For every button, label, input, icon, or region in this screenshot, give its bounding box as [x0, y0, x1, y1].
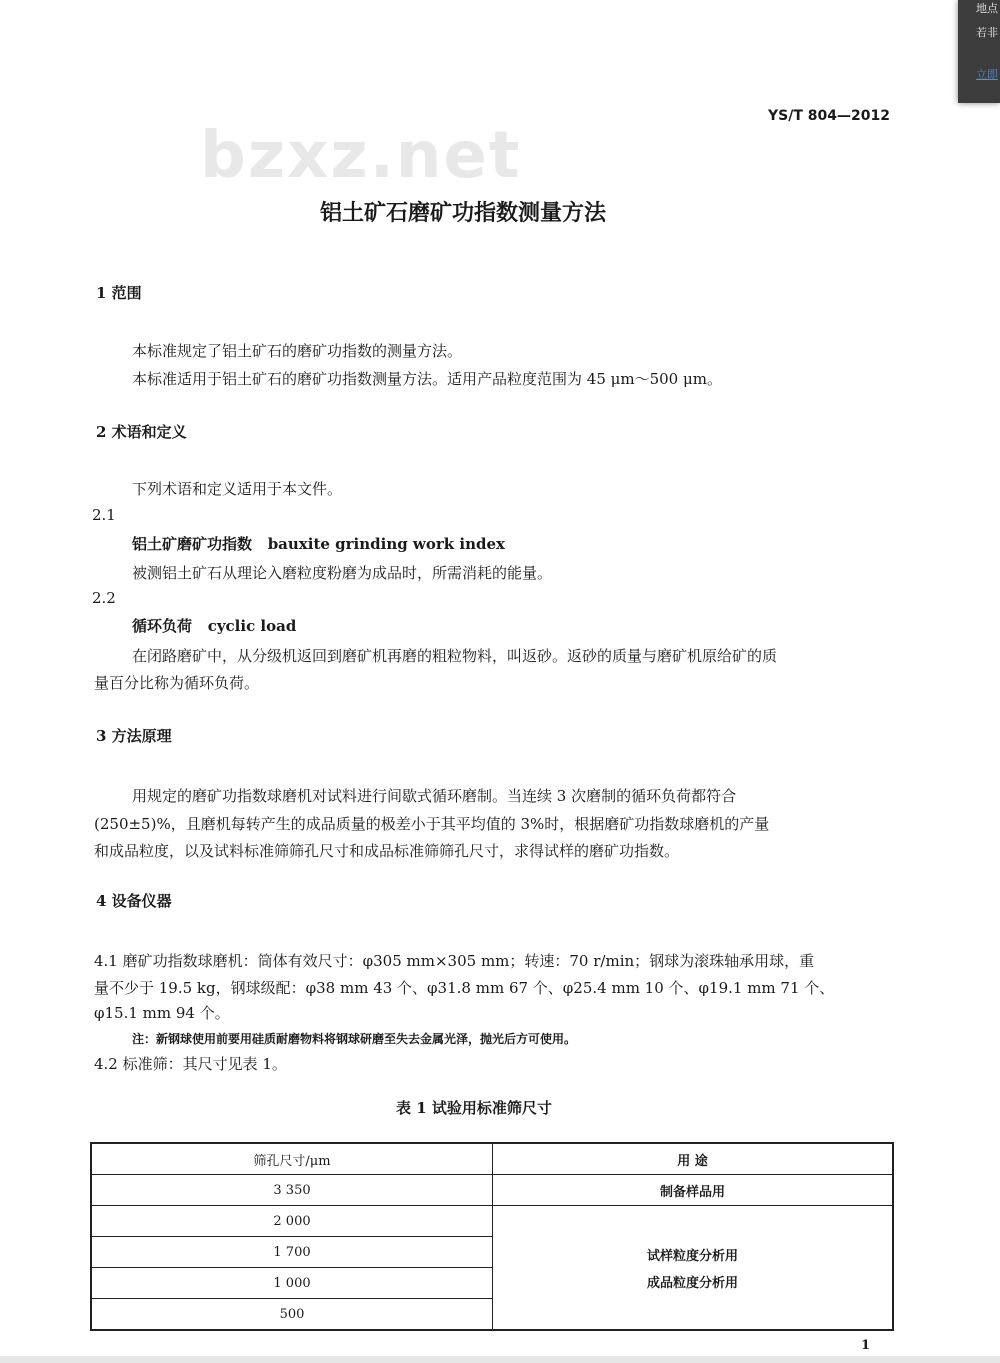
- note: 注：新钢球使用前要用硅质耐磨物料将钢球研磨至失去金属光泽，抛光后方可使用。: [132, 1032, 577, 1046]
- definition: 被测铝土矿石从理论入磨粒度粉磨为成品时，所需消耗的能量。: [132, 564, 553, 582]
- table-caption: 表 1 试验用标准筛尺寸: [396, 1099, 552, 1117]
- paragraph: 4.1 磨矿功指数球磨机：筒体有效尺寸：φ305 mm×305 mm；转速：70 r/min；钢球为滚珠轴承用球，重: [94, 952, 815, 970]
- paragraph: φ15.1 mm 94 个。: [94, 1004, 230, 1022]
- paragraph: 下列术语和定义适用于本文件。: [132, 480, 343, 498]
- paragraph: 本标准规定了铝土矿石的磨矿功指数的测量方法。: [132, 342, 463, 360]
- term-zh: 循环负荷: [132, 617, 193, 635]
- section-heading: 4 设备仪器: [96, 892, 172, 910]
- page-title: 铝土矿石磨矿功指数测量方法: [320, 200, 607, 226]
- term-number: 2.2: [92, 589, 116, 607]
- table-cell: 1 700: [91, 1237, 493, 1268]
- paragraph: 量不少于 19.5 kg，钢球级配：φ38 mm 43 个、φ31.8 mm 67 个、φ25.4 mm 10 个、φ19.1 mm 71 个、: [94, 979, 835, 997]
- section-heading: 3 方法原理: [96, 727, 172, 745]
- term-en: bauxite grinding work index: [267, 535, 505, 553]
- watermark: bzxz.net: [200, 119, 522, 193]
- sieve-table: [90, 1142, 894, 1331]
- use-line: 试样粒度分析用: [646, 1248, 738, 1264]
- paragraph: 用规定的磨矿功指数球磨机对试料进行间歇式循环磨制。当连续 3 次磨制的循环负荷都符合: [132, 787, 737, 805]
- term-number: 2.1: [92, 506, 116, 524]
- definition: 在闭路磨矿中，从分级机返回到磨矿机再磨的粗粒物料，叫返砂。返砂的质量与磨矿机原给矿的质: [132, 647, 778, 665]
- page-number: 1: [861, 1338, 871, 1353]
- section-heading: 1 范围: [96, 284, 142, 302]
- definition: 量百分比称为循环负荷。: [94, 674, 260, 692]
- paragraph: (250±5)%，且磨机每转产生的成品质量的极差小于其平均值的 3%时，根据磨矿功指数球磨机的产量: [94, 815, 770, 833]
- term-zh: 铝土矿磨矿功指数: [132, 535, 253, 553]
- notification-popup: [958, 0, 1000, 103]
- term: [132, 535, 505, 553]
- paragraph: 本标准适用于铝土矿石的磨矿功指数测量方法。适用产品粒度范围为 45 μm～500 μm。: [132, 370, 722, 388]
- use-line: 成品粒度分析用: [646, 1275, 738, 1291]
- table-header: 筛孔尺寸/μm: [91, 1143, 493, 1175]
- section-heading: 2 术语和定义: [96, 423, 187, 441]
- term-en: cyclic load: [207, 617, 297, 635]
- table-cell: [493, 1206, 894, 1331]
- standard-code: YS/T 804—2012: [768, 108, 890, 124]
- table-cell: 2 000: [91, 1206, 493, 1237]
- term: [132, 617, 296, 635]
- bottom-strip: [0, 1356, 1000, 1363]
- popup-text: 若非: [976, 26, 998, 39]
- popup-text: 地点: [976, 2, 998, 15]
- popup-link[interactable]: 立即: [976, 68, 998, 81]
- paragraph: 和成品粒度，以及试料标准筛筛孔尺寸和成品标准筛筛孔尺寸，求得试样的磨矿功指数。: [94, 842, 680, 860]
- paragraph: 4.2 标准筛：其尺寸见表 1。: [94, 1055, 287, 1073]
- table-header: 用 途: [493, 1143, 894, 1175]
- table-cell: 制备样品用: [493, 1175, 894, 1206]
- table-cell: 500: [91, 1299, 493, 1331]
- table-cell: 1 000: [91, 1268, 493, 1299]
- table-cell: 3 350: [91, 1175, 493, 1206]
